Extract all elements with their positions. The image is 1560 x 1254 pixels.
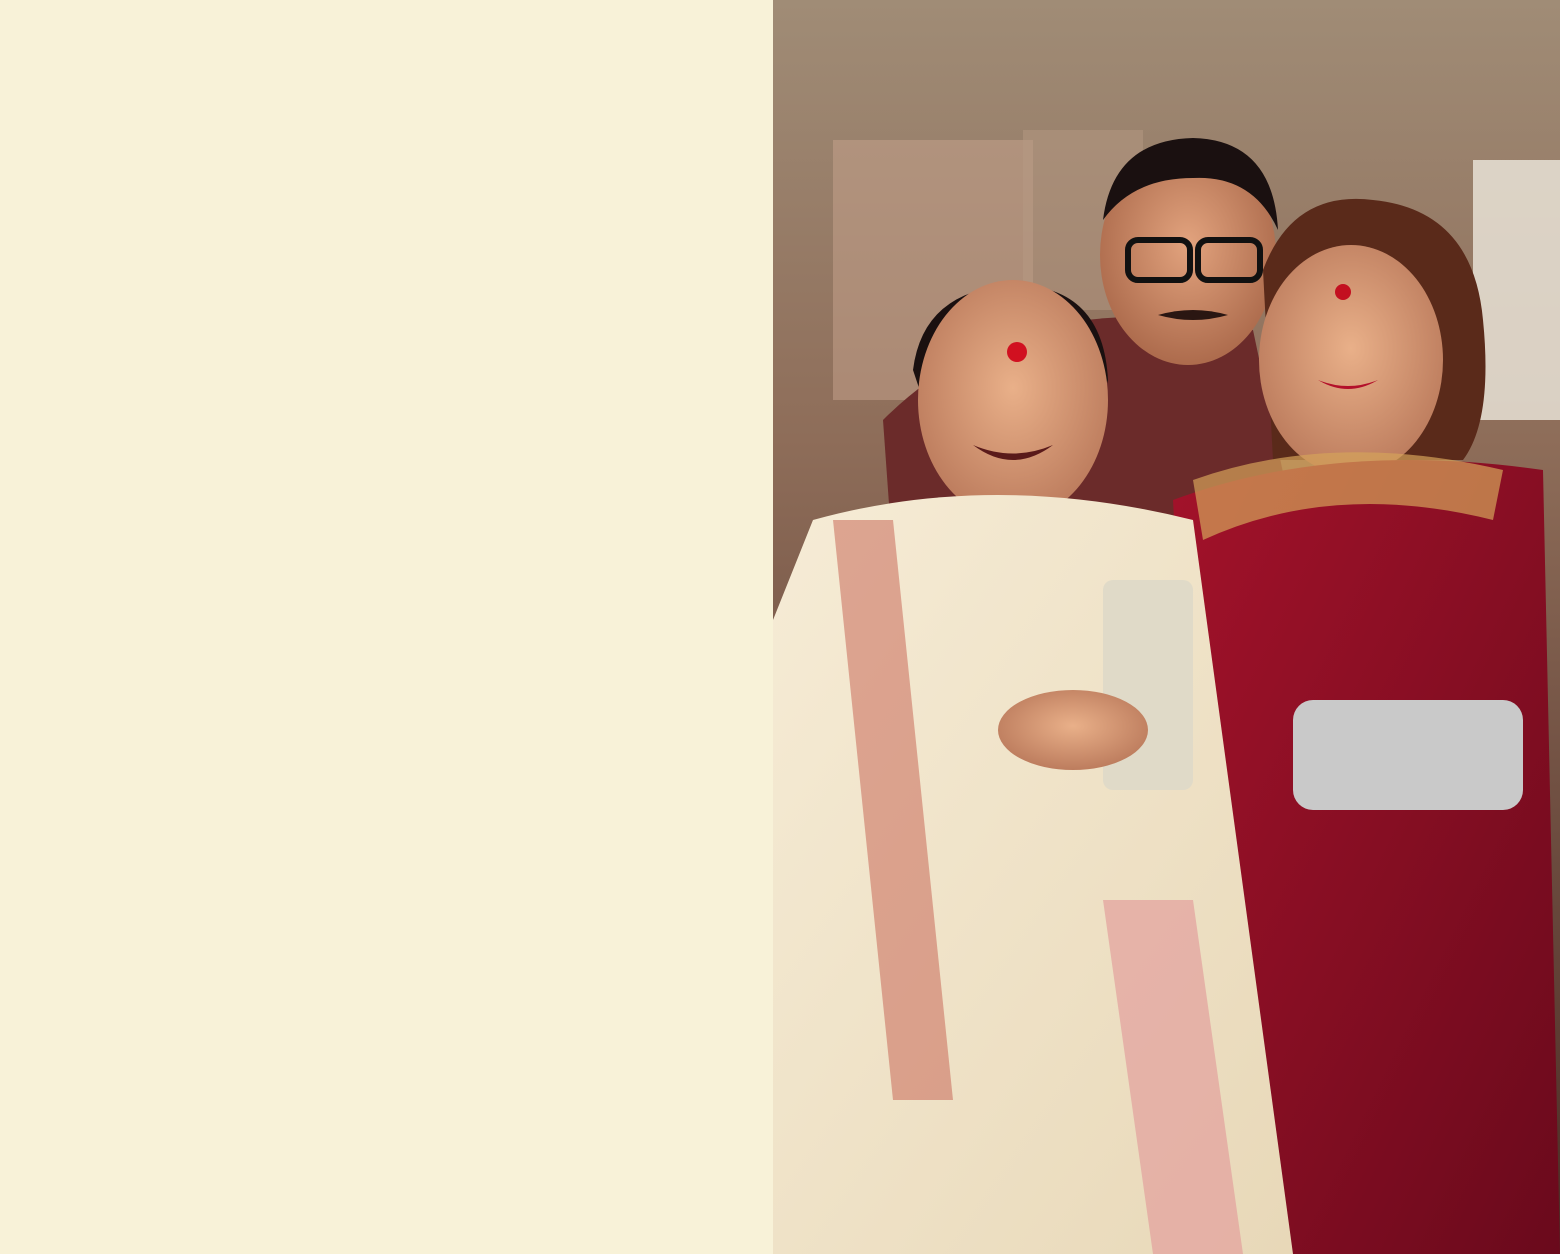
group-photo [773, 0, 1560, 1254]
paragraph-2 [148, 854, 668, 889]
text-page [0, 0, 773, 1254]
paragraph-1 [148, 356, 668, 362]
